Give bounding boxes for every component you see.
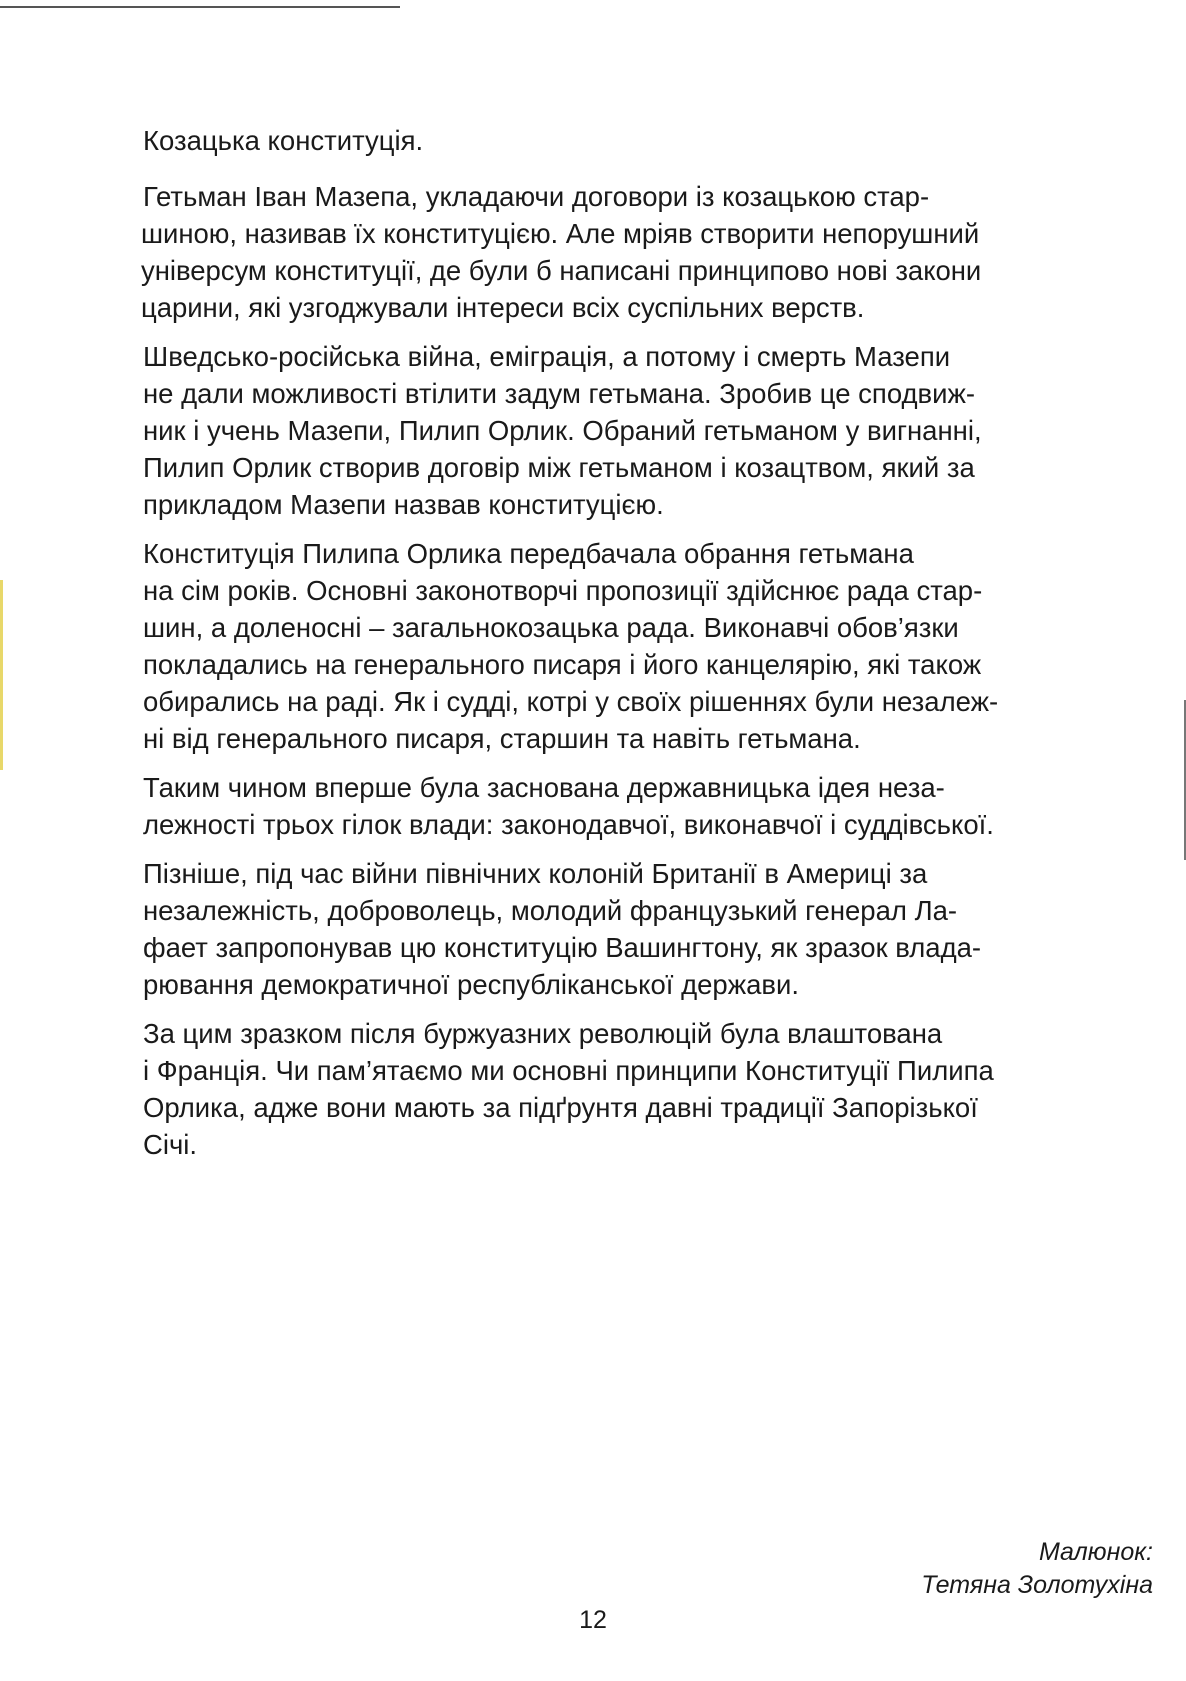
text-line: Конституція Пилипа Орлика передбачала обрання гетьмана (143, 538, 914, 569)
text-line: універсум конституції, де були б написані принципово нові закони (141, 255, 982, 286)
text-line: покладались на генерального писаря і його канцелярію, які також (143, 649, 982, 680)
top-rule (0, 6, 400, 8)
text-line: фает запропонував цю конституцію Вашингтону, як зразок влада- (143, 932, 982, 963)
text-line: Шведсько-російська війна, еміграція, а потому і смерть Мазепи (143, 341, 951, 372)
paragraph-lafayette (143, 855, 1105, 1003)
text-line: Козацька конституція. (143, 125, 424, 156)
text-line: обирались на раді. Як і судді, котрі у своїх рішеннях були незалеж- (143, 686, 999, 717)
text-line: на сім років. Основні законотворчі пропозиції здійснює рада стар- (143, 575, 983, 606)
text-line: рювання демократичної республіканської держави. (143, 969, 800, 1000)
text-line: лежності трьох гілок влади: законодавчої, виконавчої і суддівської. (143, 809, 994, 840)
text-line: Орлика, адже вони мають за підґрунтя давні традиції Запорізької (143, 1092, 978, 1123)
text-line: Пізніше, під час війни північних колоній Британії в Америці за (143, 858, 928, 889)
paragraph-war (143, 338, 1105, 523)
text-line: За цим зразком після буржуазних революцій була влаштована (143, 1018, 943, 1049)
illustration-credit (921, 1536, 1153, 1602)
paragraph-mazepa (143, 178, 1105, 326)
paragraph-branches (143, 769, 1105, 843)
credit-label: Малюнок: (1038, 1538, 1153, 1566)
paragraph-france (143, 1015, 1105, 1163)
text-line: Пилип Орлик створив договір між гетьманом і козацтвом, який за (143, 452, 975, 483)
text-line: шиною, називав їх конституцією. Але мріяв створити непорушний (141, 218, 980, 249)
text-line: Таким чином вперше була заснована державницька ідея неза- (143, 772, 945, 803)
text-line: і Франція. Чи пам’ятаємо ми основні принципи Конституції Пилипа (143, 1055, 994, 1086)
text-line: Січі. (143, 1129, 198, 1160)
text-line: царини, які узгоджували інтереси всіх суспільних верств. (141, 292, 865, 323)
credit-author: Тетяна Золотухіна (921, 1571, 1153, 1599)
article-heading (143, 122, 1105, 159)
text-line: ник і учень Мазепи, Пилип Орлик. Обраний гетьманом у вигнанні, (143, 415, 982, 446)
left-edge-mark (0, 580, 3, 770)
paragraph-constitution (143, 535, 1105, 757)
text-line: незалежність, доброволець, молодий французький генерал Ла- (143, 895, 958, 926)
text-line: не дали можливості втілити задум гетьмана. Зробив це сподвиж- (143, 378, 976, 409)
text-line: шин, а доленосні – загальнокозацька рада. Виконавчі обов’язки (143, 612, 959, 643)
page-number: 12 (579, 1606, 607, 1634)
text-line: прикладом Мазепи назвав конституцією. (143, 489, 664, 520)
text-line: ні від генерального писаря, старшин та навіть гетьмана. (143, 723, 861, 754)
text-line: Гетьман Іван Мазепа, укладаючи договори із козацькою стар- (143, 181, 930, 212)
article-body (143, 122, 1105, 1175)
